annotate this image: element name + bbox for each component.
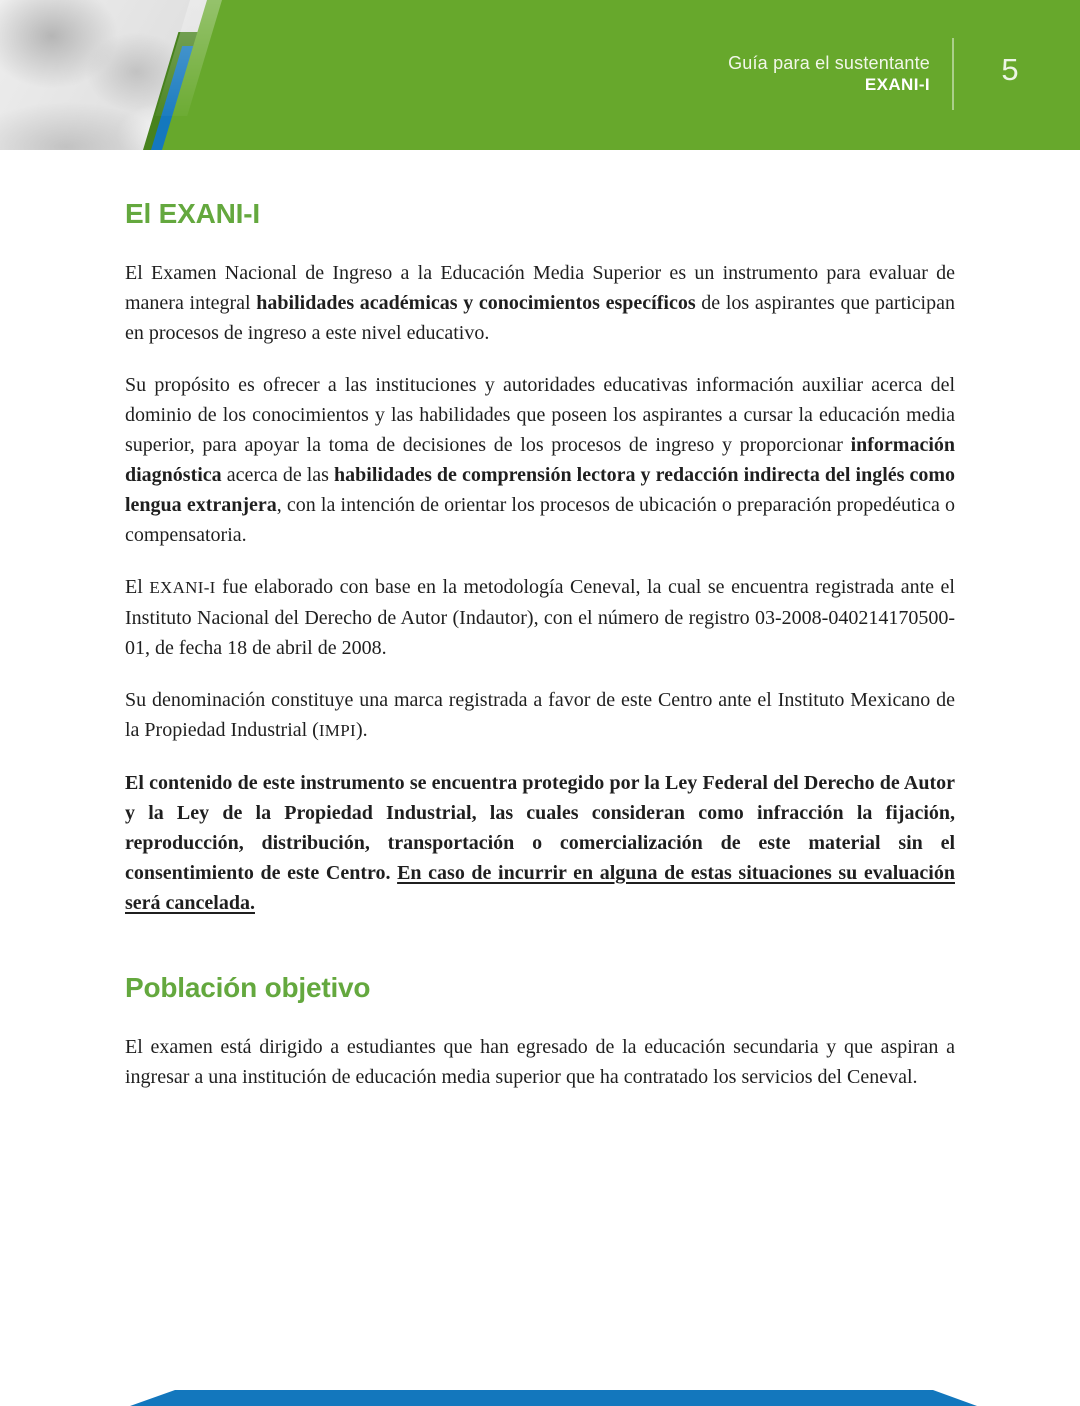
header-divider	[952, 38, 954, 110]
doc-subtitle: EXANI-I	[864, 75, 930, 94]
text-segment: El Examen Nacional de Ingreso a la Educación Media Superior es un instrumento para evaluar de manera integral	[125, 262, 955, 314]
text-segment: IMPI	[318, 721, 356, 740]
document-body	[0, 150, 1080, 1114]
page-header	[0, 0, 1080, 150]
text-segment: El examen está dirigido a estudiantes que han egresado de la educación secundaria y que aspiran a ingresar a una institución de educación media superior que ha contratado los servicios del Ceneval.	[125, 1036, 955, 1088]
text-segment: habilidades de comprensión lectora y redacción indirecta del inglés como lengua extranjera	[125, 464, 956, 516]
paragraph	[125, 768, 955, 918]
section	[125, 972, 955, 1092]
text-segment: de los aspirantes que participan en procesos de ingreso a este nivel educativo.	[125, 292, 955, 344]
text-segment: Su denominación constituye una marca registrada a favor de este Centro ante el Instituto Mexicano de la Propiedad Industrial (	[125, 689, 955, 741]
text-segment: ).	[355, 719, 368, 741]
section-heading: El EXANI-I	[125, 198, 260, 229]
text-segment: El contenido de este instrumento se encuentra protegido por la Ley Federal del Derecho de Autor y la Ley de la Propiedad Industrial, las cuales consideran como infracción la fijación, reproducción, distribución, transportación o comercialización de este material sin el consentimiento de este Centro.	[125, 772, 955, 884]
header-titles	[728, 52, 930, 96]
footer-shape	[130, 1390, 977, 1406]
doc-title: Guía para el sustentante	[728, 53, 930, 73]
text-segment: En caso de incurrir en alguna de estas situaciones su evaluación será cancelada.	[125, 862, 955, 914]
text-segment: acerca de las	[221, 464, 335, 486]
paragraph	[125, 370, 955, 550]
paragraph	[125, 685, 955, 746]
text-segment: Su propósito es ofrecer a las instituciones y autoridades educativas información auxiliar acerca del dominio de los conocimientos y las habilidades que poseen los aspirantes a cursar la educación media superior, para apoyar la toma de decisiones de los procesos de ingreso y proporcionar	[125, 374, 955, 456]
paragraph	[125, 572, 955, 663]
section	[125, 198, 955, 918]
text-segment: información diagnóstica	[125, 434, 955, 486]
green-banner	[162, 0, 1080, 150]
text-segment: , con la intención de orientar los procesos de ubicación o preparación propedéutica o compensatoria.	[125, 494, 956, 546]
text-segment: El	[125, 576, 150, 598]
text-segment: EXANI-I	[149, 578, 216, 597]
paragraph	[125, 258, 955, 348]
paragraph	[125, 1032, 955, 1092]
text-segment: fue elaborado con base en la metodología Ceneval, la cual se encuentra registrada ante el Instituto Nacional del Derecho de Autor (Indautor), con el número de registro 03-2008-040214170500-01, de fecha 18 de abril de 2008.	[125, 576, 955, 659]
text-segment: habilidades académicas y conocimientos específicos	[256, 292, 696, 314]
section-heading: Población objetivo	[125, 972, 371, 1003]
page-number: 5	[1001, 52, 1019, 87]
